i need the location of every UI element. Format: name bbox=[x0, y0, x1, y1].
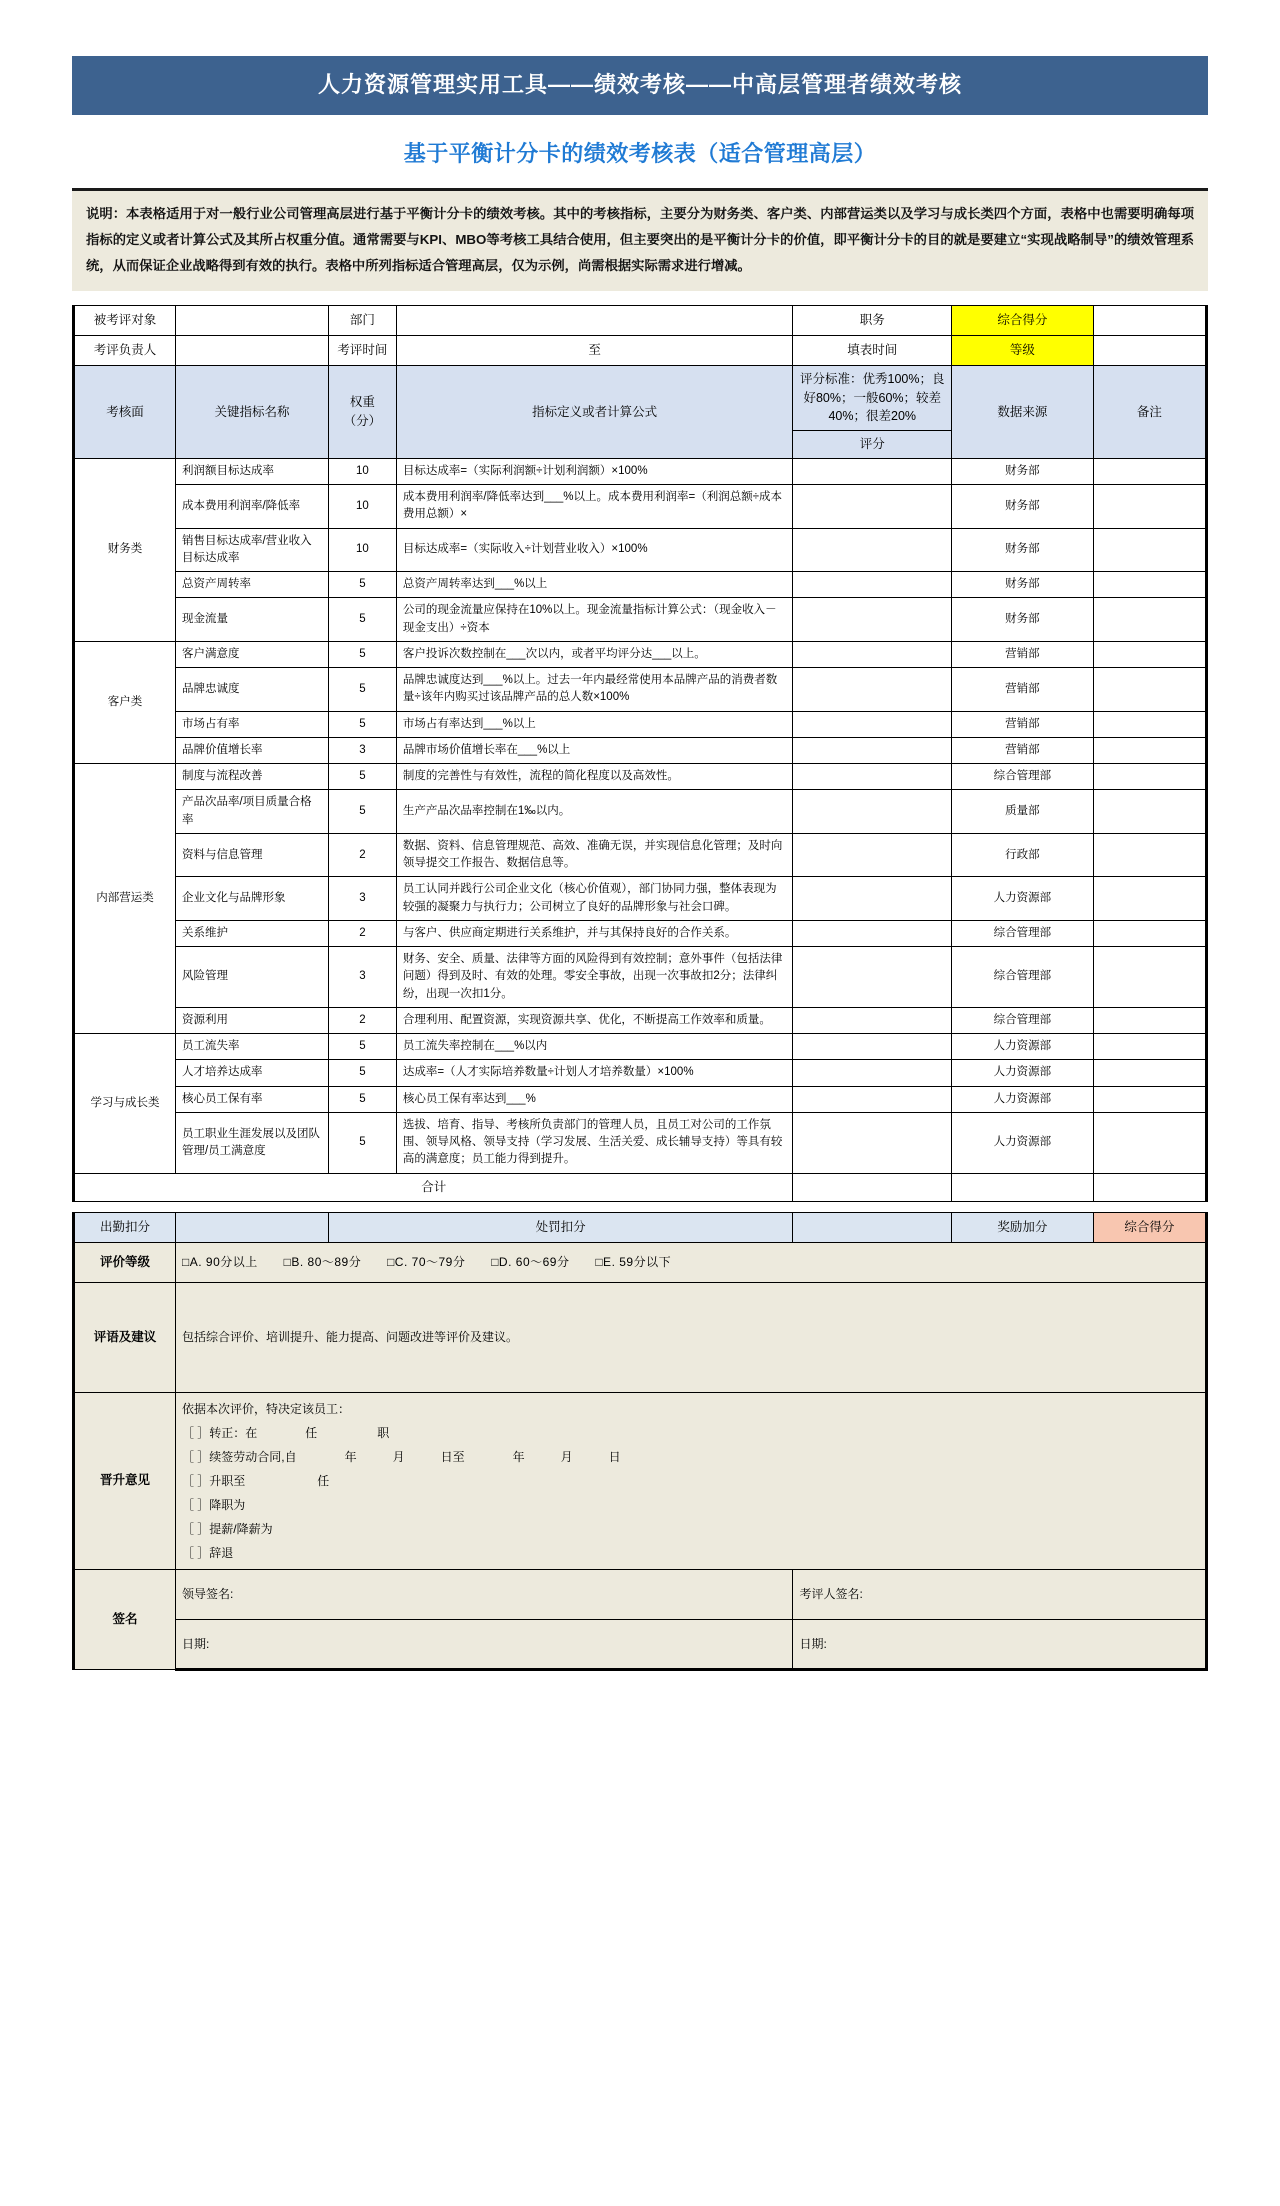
kpi-source: 人力资源部 bbox=[952, 1034, 1094, 1060]
kpi-weight: 5 bbox=[328, 1060, 396, 1086]
promotion-option-confirm[interactable]: ［ ］转正：在 任 职 bbox=[181, 1425, 390, 1440]
kpi-remark[interactable] bbox=[1093, 790, 1206, 834]
kpi-source: 财务部 bbox=[952, 572, 1094, 598]
kpi-score[interactable] bbox=[793, 598, 952, 642]
grade-option-a[interactable]: □A. 90分以上 bbox=[181, 1255, 258, 1270]
table-row bbox=[74, 790, 1207, 834]
table-row bbox=[74, 920, 1207, 946]
promotion-option-renew-contract[interactable]: ［ ］续签劳动合同,自 年 月 日至 年 月 日 bbox=[181, 1449, 621, 1464]
kpi-weight: 5 bbox=[328, 641, 396, 667]
kpi-weight: 5 bbox=[328, 790, 396, 834]
value-grade[interactable] bbox=[1093, 335, 1206, 365]
evaluation-grade-options bbox=[175, 1242, 1206, 1282]
value-penalty-deduction[interactable] bbox=[793, 1212, 952, 1242]
kpi-definition: 员工认同并践行公司企业文化（核心价值观），部门协同力强，整体表现为较强的凝聚力与执行力；公司树立了良好的品牌形象与社会口碑。 bbox=[396, 877, 793, 921]
total-spacer-2 bbox=[1093, 1173, 1206, 1201]
col-header-definition: 指标定义或者计算公式 bbox=[396, 365, 793, 458]
col-header-face: 考核面 bbox=[74, 365, 176, 458]
kpi-name: 风险管理 bbox=[175, 947, 328, 1008]
section-label-internal: 内部营运类 bbox=[74, 764, 176, 1034]
kpi-name: 资源利用 bbox=[175, 1007, 328, 1033]
kpi-score[interactable] bbox=[793, 668, 952, 712]
table-row bbox=[74, 528, 1207, 572]
table-row bbox=[74, 572, 1207, 598]
table-row bbox=[74, 1034, 1207, 1060]
kpi-definition: 品牌忠诚度达到___%以上。过去一年内最经常使用本品牌产品的消费者数量÷该年内购买过该品牌产品的总人数×100% bbox=[396, 668, 793, 712]
label-attendance-deduction: 出勤扣分 bbox=[74, 1212, 176, 1242]
label-fill-date: 填表时间 bbox=[793, 335, 952, 365]
grade-option-b[interactable]: □B. 80～89分 bbox=[283, 1255, 362, 1270]
kpi-weight: 2 bbox=[328, 920, 396, 946]
kpi-weight: 10 bbox=[328, 528, 396, 572]
kpi-definition: 总资产周转率达到___%以上 bbox=[396, 572, 793, 598]
info-row-2 bbox=[74, 335, 1207, 365]
col-header-remark: 备注 bbox=[1093, 365, 1206, 458]
kpi-definition: 客户投诉次数控制在___次以内，或者平均评分达___以上。 bbox=[396, 641, 793, 667]
appraisal-table bbox=[72, 305, 1208, 1202]
label-appraisee: 被考评对象 bbox=[74, 305, 176, 335]
kpi-remark[interactable] bbox=[1093, 485, 1206, 529]
kpi-name: 核心员工保有率 bbox=[175, 1086, 328, 1112]
kpi-weight: 10 bbox=[328, 458, 396, 484]
kpi-source: 人力资源部 bbox=[952, 1086, 1094, 1112]
kpi-definition: 品牌市场价值增长率在___%以上 bbox=[396, 737, 793, 763]
section-label-finance: 财务类 bbox=[74, 458, 176, 641]
kpi-weight: 5 bbox=[328, 1034, 396, 1060]
table-row bbox=[74, 1060, 1207, 1086]
kpi-name: 制度与流程改善 bbox=[175, 764, 328, 790]
kpi-score[interactable] bbox=[793, 711, 952, 737]
total-value[interactable] bbox=[793, 1173, 952, 1201]
value-appraisal-period[interactable]: 至 bbox=[396, 335, 793, 365]
section-label-customer: 客户类 bbox=[74, 641, 176, 763]
page-subtitle: 基于平衡计分卡的绩效考核表（适合管理高层） bbox=[403, 141, 877, 167]
table-row bbox=[74, 764, 1207, 790]
kpi-source: 财务部 bbox=[952, 485, 1094, 529]
reviewer-date-field[interactable]: 日期: bbox=[793, 1619, 1207, 1669]
kpi-score[interactable] bbox=[793, 920, 952, 946]
promotion-option-dismiss[interactable]: ［ ］辞退 bbox=[181, 1545, 234, 1560]
value-attendance-deduction[interactable] bbox=[175, 1212, 328, 1242]
kpi-name: 客户满意度 bbox=[175, 641, 328, 667]
kpi-remark[interactable] bbox=[1093, 711, 1206, 737]
kpi-source: 质量部 bbox=[952, 790, 1094, 834]
kpi-weight: 5 bbox=[328, 764, 396, 790]
kpi-definition: 市场占有率达到___%以上 bbox=[396, 711, 793, 737]
label-promotion: 晋升意见 bbox=[74, 1392, 176, 1569]
kpi-definition: 员工流失率控制在___%以内 bbox=[396, 1034, 793, 1060]
kpi-source: 营销部 bbox=[952, 711, 1094, 737]
leader-signature-field[interactable]: 领导签名: bbox=[175, 1569, 792, 1619]
kpi-remark[interactable] bbox=[1093, 1034, 1206, 1060]
label-signature: 签名 bbox=[74, 1569, 176, 1669]
reviewer-signature-field[interactable]: 考评人签名: bbox=[793, 1569, 1207, 1619]
score-adjustment-row bbox=[74, 1212, 1207, 1242]
kpi-remark[interactable] bbox=[1093, 1086, 1206, 1112]
kpi-source: 营销部 bbox=[952, 737, 1094, 763]
table-row bbox=[74, 833, 1207, 877]
kpi-definition: 核心员工保有率达到___% bbox=[396, 1086, 793, 1112]
kpi-name: 销售目标达成率/营业收入目标达成率 bbox=[175, 528, 328, 572]
table-row bbox=[74, 877, 1207, 921]
kpi-remark[interactable] bbox=[1093, 572, 1206, 598]
col-header-score: 评分 bbox=[793, 431, 951, 458]
kpi-remark[interactable] bbox=[1093, 877, 1206, 921]
kpi-name: 关系维护 bbox=[175, 920, 328, 946]
table-row bbox=[74, 598, 1207, 642]
kpi-score[interactable] bbox=[793, 485, 952, 529]
leader-date-field[interactable]: 日期: bbox=[175, 1619, 792, 1669]
kpi-remark[interactable] bbox=[1093, 1060, 1206, 1086]
kpi-name: 品牌忠诚度 bbox=[175, 668, 328, 712]
kpi-remark[interactable] bbox=[1093, 833, 1206, 877]
kpi-weight: 2 bbox=[328, 1007, 396, 1033]
kpi-name: 总资产周转率 bbox=[175, 572, 328, 598]
kpi-score[interactable] bbox=[793, 833, 952, 877]
table-row bbox=[74, 711, 1207, 737]
label-bonus-points: 奖励加分 bbox=[952, 1212, 1094, 1242]
kpi-weight: 5 bbox=[328, 598, 396, 642]
table-row bbox=[74, 737, 1207, 763]
kpi-weight: 5 bbox=[328, 711, 396, 737]
signature-row-bottom bbox=[74, 1619, 1207, 1669]
comments-input[interactable]: 包括综合评价、培训提升、能力提高、问题改进等评价及建议。 bbox=[175, 1282, 1206, 1392]
section-label-learning: 学习与成长类 bbox=[74, 1034, 176, 1174]
col-header-standard-group bbox=[793, 365, 952, 458]
summary-table bbox=[72, 1212, 1208, 1671]
kpi-score[interactable] bbox=[793, 1034, 952, 1060]
page-banner-title: 人力资源管理实用工具——绩效考核——中高层管理者绩效考核 bbox=[72, 56, 1208, 115]
promotion-row bbox=[74, 1392, 1207, 1569]
grade-option-c[interactable]: □C. 70～79分 bbox=[387, 1255, 466, 1270]
kpi-score[interactable] bbox=[793, 572, 952, 598]
kpi-score[interactable] bbox=[793, 737, 952, 763]
summary-container bbox=[0, 1202, 1280, 1671]
table-row bbox=[74, 1086, 1207, 1112]
kpi-source: 综合管理部 bbox=[952, 1007, 1094, 1033]
kpi-source: 综合管理部 bbox=[952, 764, 1094, 790]
form-table-container bbox=[0, 291, 1280, 1202]
kpi-weight: 2 bbox=[328, 833, 396, 877]
kpi-score[interactable] bbox=[793, 764, 952, 790]
kpi-weight: 3 bbox=[328, 877, 396, 921]
kpi-remark[interactable] bbox=[1093, 764, 1206, 790]
kpi-source: 财务部 bbox=[952, 458, 1094, 484]
kpi-name: 产品次品率/项目质量合格率 bbox=[175, 790, 328, 834]
kpi-name: 人才培养达成率 bbox=[175, 1060, 328, 1086]
kpi-definition: 选拔、培育、指导、考核所负责部门的管理人员，且员工对公司的工作氛围、领导风格、领导支持（学习发展、生活关爱、成长辅导支持）等具有较高的满意度；员工能力得到提升。 bbox=[396, 1112, 793, 1173]
kpi-score[interactable] bbox=[793, 947, 952, 1008]
kpi-definition: 目标达成率=（实际收入÷计划营业收入）×100% bbox=[396, 528, 793, 572]
kpi-remark[interactable] bbox=[1093, 1112, 1206, 1173]
kpi-source: 行政部 bbox=[952, 833, 1094, 877]
col-header-source: 数据来源 bbox=[952, 365, 1094, 458]
kpi-name: 员工流失率 bbox=[175, 1034, 328, 1060]
grade-option-d[interactable]: □D. 60～69分 bbox=[491, 1255, 570, 1270]
table-row bbox=[74, 641, 1207, 667]
kpi-remark[interactable] bbox=[1093, 458, 1206, 484]
kpi-score[interactable] bbox=[793, 1112, 952, 1173]
kpi-definition: 数据、资料、信息管理规范、高效、准确无误，并实现信息化管理；及时向领导提交工作报告、数据信息等。 bbox=[396, 833, 793, 877]
kpi-name: 现金流量 bbox=[175, 598, 328, 642]
value-appraisee[interactable] bbox=[175, 305, 328, 335]
kpi-source: 财务部 bbox=[952, 598, 1094, 642]
kpi-weight: 5 bbox=[328, 572, 396, 598]
label-evaluation-grade: 评价等级 bbox=[74, 1242, 176, 1282]
kpi-score[interactable] bbox=[793, 528, 952, 572]
kpi-name: 成本费用利润率/降低率 bbox=[175, 485, 328, 529]
kpi-remark[interactable] bbox=[1093, 641, 1206, 667]
kpi-score[interactable] bbox=[793, 1086, 952, 1112]
instruction-note: 说明：本表格适用于对一般行业公司管理高层进行基于平衡计分卡的绩效考核。其中的考核指标，主要分为财务类、客户类、内部营运类以及学习与成长类四个方面，表格中也需要明确每项指标的定义或者计算公式及其所占权重分值。通常需要与KPI、MBO等考核工具结合使用，但主要突出的是平衡计分卡的价值，即平衡计分卡的目的就是要建立“实现战略制导”的绩效管理系统，从而保证企业战略得到有效的执行。表格中所列指标适合管理高层，仅为示例，尚需根据实际需求进行增减。 bbox=[72, 188, 1208, 291]
kpi-remark[interactable] bbox=[1093, 598, 1206, 642]
col-header-weight: 权重（分） bbox=[328, 365, 396, 458]
value-appraiser[interactable] bbox=[175, 335, 328, 365]
table-row bbox=[74, 458, 1207, 484]
kpi-weight: 3 bbox=[328, 947, 396, 1008]
info-row-1 bbox=[74, 305, 1207, 335]
kpi-remark[interactable] bbox=[1093, 947, 1206, 1008]
kpi-name: 员工职业生涯发展以及团队管理/员工满意度 bbox=[175, 1112, 328, 1173]
kpi-weight: 3 bbox=[328, 737, 396, 763]
label-penalty-deduction: 处罚扣分 bbox=[328, 1212, 793, 1242]
kpi-remark[interactable] bbox=[1093, 1007, 1206, 1033]
total-spacer-1 bbox=[952, 1173, 1094, 1201]
kpi-definition: 制度的完善性与有效性，流程的简化程度以及高效性。 bbox=[396, 764, 793, 790]
kpi-source: 综合管理部 bbox=[952, 947, 1094, 1008]
kpi-source: 综合管理部 bbox=[952, 920, 1094, 946]
kpi-definition: 达成率=（人才实际培养数量÷计划人才培养数量）×100% bbox=[396, 1060, 793, 1086]
grade-option-e[interactable]: □E. 59分以下 bbox=[595, 1255, 672, 1270]
signature-row-top bbox=[74, 1569, 1207, 1619]
label-comments: 评语及建议 bbox=[74, 1282, 176, 1392]
kpi-score[interactable] bbox=[793, 877, 952, 921]
kpi-definition: 成本费用利润率/降低率达到___%以上。成本费用利润率=（利润总额÷成本费用总额）× bbox=[396, 485, 793, 529]
label-department: 部门 bbox=[328, 305, 396, 335]
kpi-score[interactable] bbox=[793, 458, 952, 484]
kpi-weight: 5 bbox=[328, 1086, 396, 1112]
table-row bbox=[74, 485, 1207, 529]
kpi-definition: 财务、安全、质量、法律等方面的风险得到有效控制；意外事件（包括法律问题）得到及时、有效的处理。零安全事故，出现一次事故扣2分；法律纠纷，出现一次扣1分。 bbox=[396, 947, 793, 1008]
kpi-score[interactable] bbox=[793, 790, 952, 834]
value-overall-score[interactable] bbox=[1093, 305, 1206, 335]
label-grade: 等级 bbox=[952, 335, 1094, 365]
kpi-source: 财务部 bbox=[952, 528, 1094, 572]
total-row bbox=[74, 1173, 1207, 1201]
kpi-score[interactable] bbox=[793, 1060, 952, 1086]
kpi-remark[interactable] bbox=[1093, 528, 1206, 572]
kpi-name: 品牌价值增长率 bbox=[175, 737, 328, 763]
kpi-name: 资料与信息管理 bbox=[175, 833, 328, 877]
kpi-definition: 生产产品次品率控制在1‰以内。 bbox=[396, 790, 793, 834]
value-department[interactable] bbox=[396, 305, 793, 335]
col-header-standard: 评分标准：优秀100%；良好80%；一般60%；较差40%；很差20% bbox=[793, 366, 951, 431]
banner-container bbox=[0, 0, 1280, 115]
kpi-definition: 合理利用、配置资源，实现资源共享、优化，不断提高工作效率和质量。 bbox=[396, 1007, 793, 1033]
kpi-weight: 10 bbox=[328, 485, 396, 529]
kpi-name: 利润额目标达成率 bbox=[175, 458, 328, 484]
label-overall-score: 综合得分 bbox=[952, 305, 1094, 335]
kpi-source: 人力资源部 bbox=[952, 877, 1094, 921]
label-appraisal-period: 考评时间 bbox=[328, 335, 396, 365]
kpi-weight: 5 bbox=[328, 1112, 396, 1173]
kpi-remark[interactable] bbox=[1093, 668, 1206, 712]
total-label: 合计 bbox=[74, 1173, 793, 1201]
kpi-definition: 与客户、供应商定期进行关系维护，并与其保持良好的合作关系。 bbox=[396, 920, 793, 946]
kpi-score[interactable] bbox=[793, 1007, 952, 1033]
column-header-row bbox=[74, 365, 1207, 458]
kpi-source: 营销部 bbox=[952, 668, 1094, 712]
kpi-source: 人力资源部 bbox=[952, 1060, 1094, 1086]
promotion-options bbox=[175, 1392, 1206, 1569]
notes-container bbox=[0, 188, 1280, 291]
col-header-kpi: 关键指标名称 bbox=[175, 365, 328, 458]
kpi-source: 人力资源部 bbox=[952, 1112, 1094, 1173]
kpi-score[interactable] bbox=[793, 641, 952, 667]
kpi-definition: 公司的现金流量应保持在10%以上。现金流量指标计算公式：（现金收入－现金支出）÷资本 bbox=[396, 598, 793, 642]
label-appraiser: 考评负责人 bbox=[74, 335, 176, 365]
table-row bbox=[74, 1112, 1207, 1173]
label-position: 职务 bbox=[793, 305, 952, 335]
promotion-option-salary-change[interactable]: ［ ］提薪/降薪为 bbox=[181, 1521, 273, 1536]
kpi-name: 市场占有率 bbox=[175, 711, 328, 737]
comments-row bbox=[74, 1282, 1207, 1392]
promotion-intro: 依据本次评价，特决定该员工： bbox=[181, 1401, 350, 1416]
kpi-remark[interactable] bbox=[1093, 737, 1206, 763]
evaluation-grade-row bbox=[74, 1242, 1207, 1282]
kpi-definition: 目标达成率=（实际利润额÷计划利润额）×100% bbox=[396, 458, 793, 484]
table-row bbox=[74, 947, 1207, 1008]
table-row bbox=[74, 668, 1207, 712]
promotion-option-promote[interactable]: ［ ］升职至 任 bbox=[181, 1473, 330, 1488]
kpi-source: 营销部 bbox=[952, 641, 1094, 667]
kpi-name: 企业文化与品牌形象 bbox=[175, 877, 328, 921]
table-row bbox=[74, 1007, 1207, 1033]
kpi-remark[interactable] bbox=[1093, 920, 1206, 946]
promotion-option-demote[interactable]: ［ ］降职为 bbox=[181, 1497, 246, 1512]
kpi-weight: 5 bbox=[328, 668, 396, 712]
label-summary-total: 综合得分 bbox=[1093, 1212, 1206, 1242]
